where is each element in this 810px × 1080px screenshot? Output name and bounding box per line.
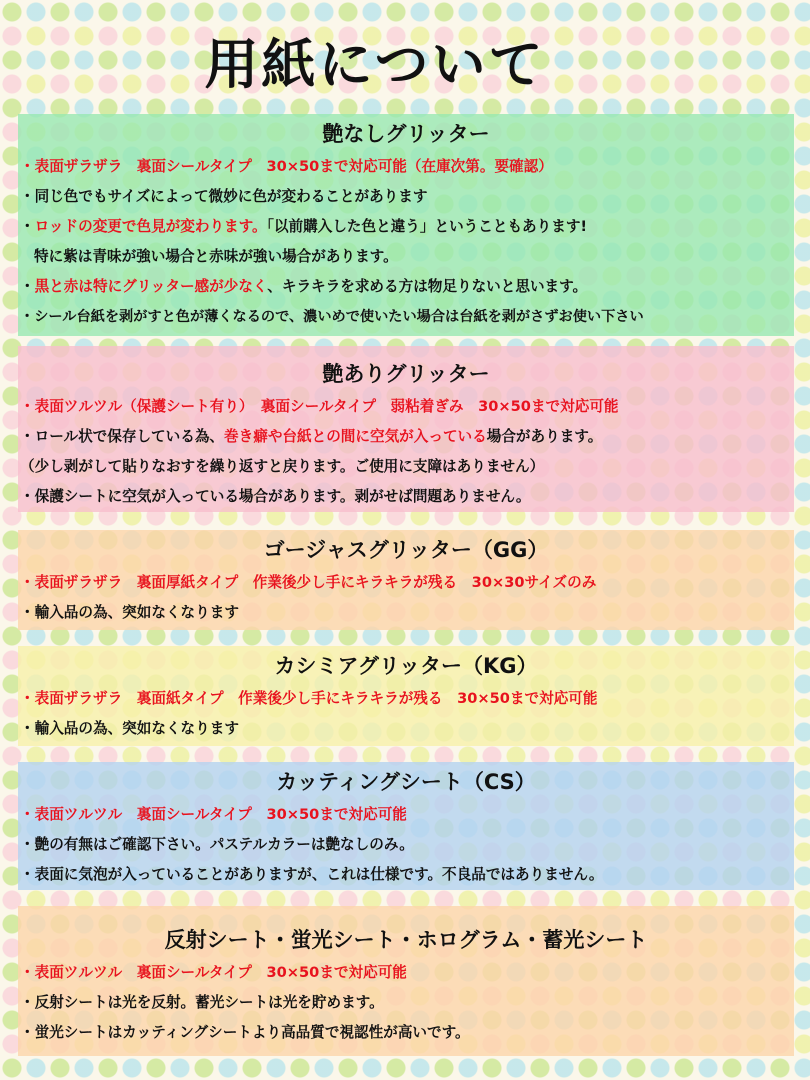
warning-text: 黒と赤は特にグリッター感が少なく [34,278,268,295]
section-matte-glitter [18,114,794,336]
section-cutting-sheet [18,762,794,890]
bullet: ・ [20,278,35,295]
note-line: ・輸入品の為、突如なくなります [20,604,239,621]
bullet: ・ [20,218,35,235]
note-line: ・表面に気泡が入っていることがありますが、これは仕様です。不良品ではありません。 [20,866,604,883]
note-line: ・保護シートに空気が入っている場合があります。剥がせば問題ありません。 [20,488,531,505]
spec-line: ・表面ザラザラ 裏面厚紙タイプ 作業後少し手にキラキラが残る 30×30サイズのみ [20,574,597,591]
note-line: ・輸入品の為、突如なくなります [20,720,239,737]
note-text: ・ロール状で保存している為、 [20,428,225,445]
note-line: ・反射シートは光を反射。蓄光シートは光を貯めます。 [20,994,384,1011]
warning-text: 巻き癖や台紙との間に空気が入っている [224,428,487,445]
note-text: 「以前購入した色と違う」ということもあります! [266,218,588,235]
section-cashmere-glitter [18,646,794,746]
section-heading: 艶なしグリッター [322,122,490,146]
spec-line: ・表面ツルツル 裏面シールタイプ 30×50まで対応可能 [20,806,407,823]
section-heading: 反射シート・蛍光シート・ホログラム・蓄光シート [164,928,648,952]
section-reflective-sheets [18,906,794,1056]
note-line: （少し剥がして貼りなおすを繰り返すと戻ります。ご使用に支障はありません） [20,458,545,475]
note-line: ・艶の有無はご確認下さい。パステルカラーは艶なしのみ。 [20,836,414,853]
section-gorgeous-glitter [18,530,794,630]
section-heading: カシミアグリッター（KG） [274,654,538,678]
note-line [18,272,794,302]
note-line [18,422,794,452]
section-gloss-glitter [18,346,794,512]
note-line: ・同じ色でもサイズによって微妙に色が変わることがあります [20,188,428,205]
section-heading: ゴージャスグリッター（GG） [263,538,549,562]
note-text: 場合があります。 [486,428,603,445]
warning-text: ロッドの変更で色見が変わります。 [34,218,267,235]
spec-line: ・表面ザラザラ 裏面紙タイプ 作業後少し手にキラキラが残る 30×50まで対応可能 [20,690,598,707]
note-text: 、キラキラを求める方は物足りないと思います。 [267,278,588,295]
note-line: ・蛍光シートはカッティングシートより高品質で視認性が高いです。 [20,1024,470,1041]
spec-line: ・表面ザラザラ 裏面シールタイプ 30×50まで対応可能（在庫次第。要確認） [20,158,553,175]
note-line: 特に紫は青味が強い場合と赤味が強い場合があります。 [34,248,398,265]
spec-line: ・表面ツルツル 裏面シールタイプ 30×50まで対応可能 [20,964,407,981]
spec-line: ・表面ツルツル（保護シート有り） 裏面シールタイプ 弱粘着ぎみ 30×50まで対応可能 [20,398,619,415]
section-heading: カッティングシート（CS） [276,770,536,794]
note-line: ・シール台紙を剥がすと色が薄くなるので、濃いめで使いたい場合は台紙を剥がさずお使い下さい [20,309,644,325]
section-heading: 艶ありグリッター [322,362,490,386]
note-line [18,212,794,242]
page-title: 用紙について [204,33,546,96]
